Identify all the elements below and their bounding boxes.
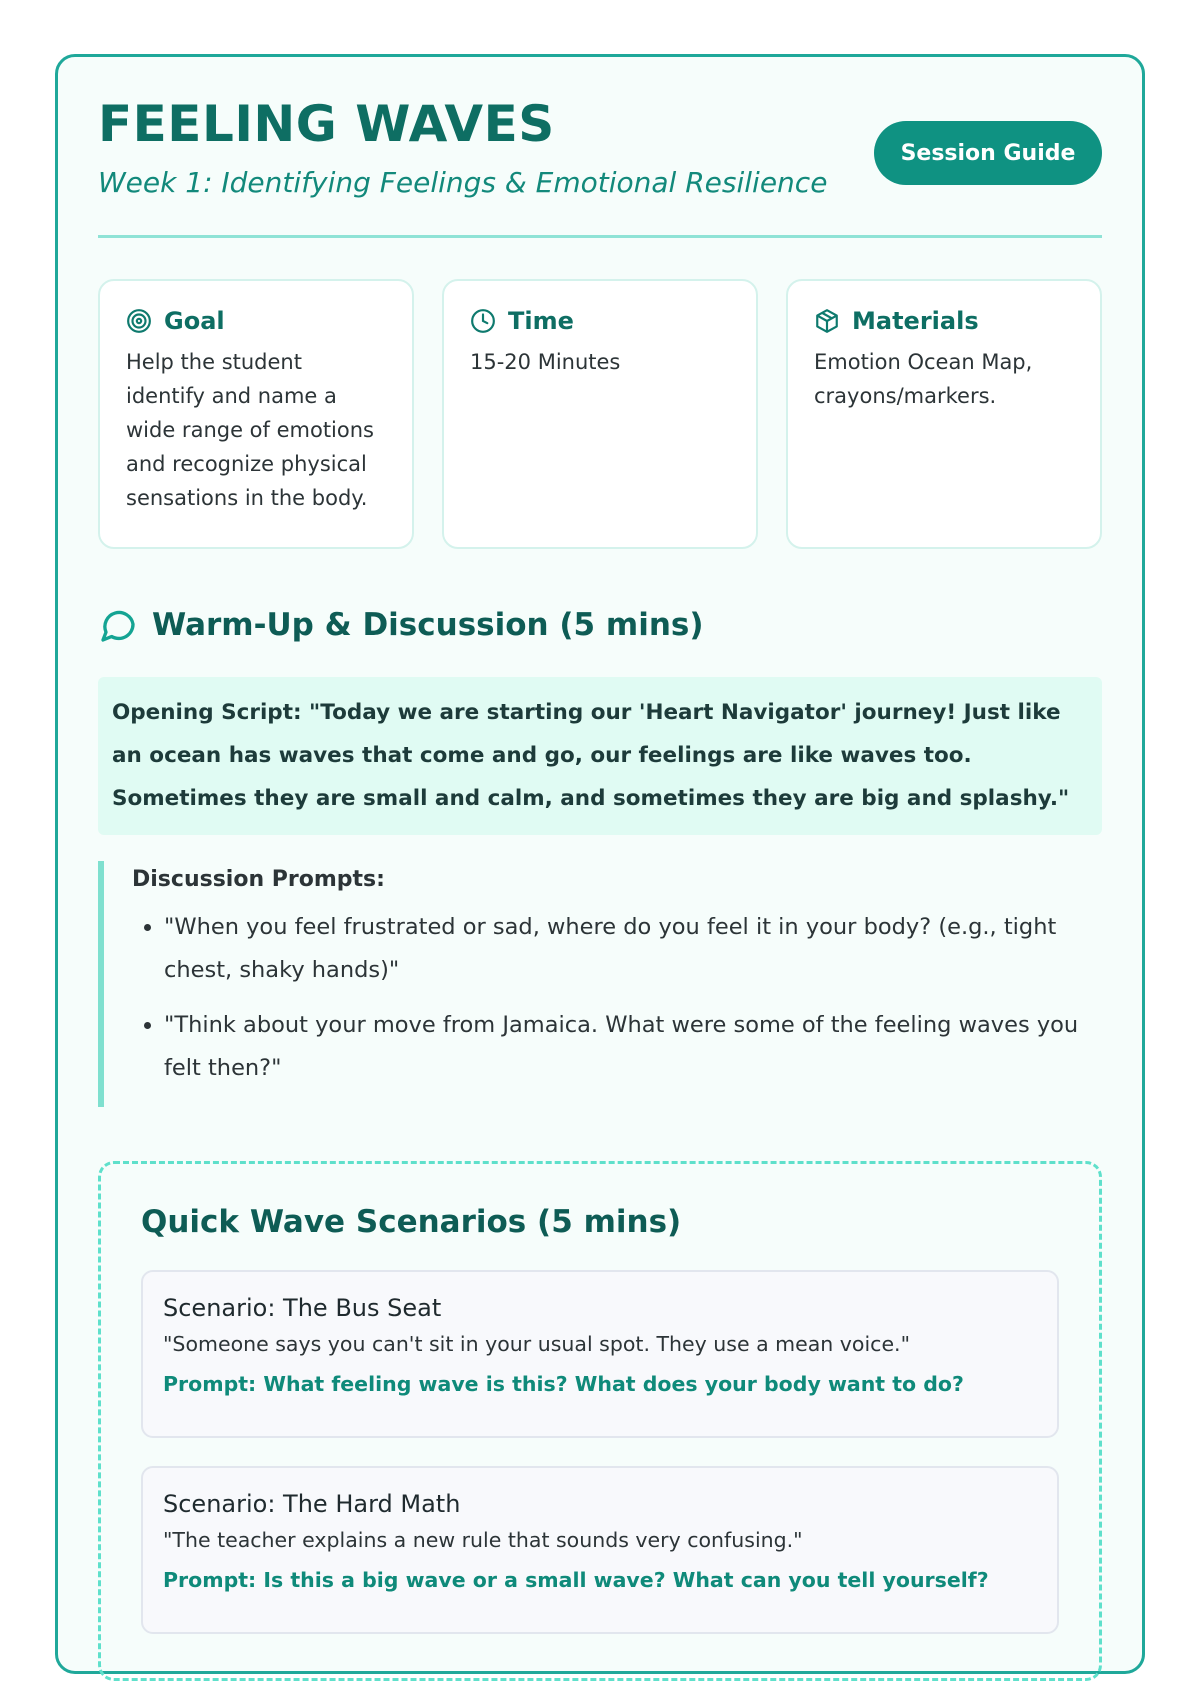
scenario-quote: "Someone says you can't sit in your usual spot. They use a mean voice." [163,1332,910,1356]
header [98,57,1102,238]
time-card-header [470,307,730,335]
info-cards [98,279,1102,549]
goal-card-header [126,307,386,335]
list-item: • "When you feel frustrated or sad, where do you feel it in your body? (e.g., tight chest, shaky hands)" [164,906,1102,992]
materials-card-title: Materials [852,307,979,335]
warmup-title: Warm-Up & Discussion (5 mins) [152,607,704,643]
scenario-prompt: Prompt: What feeling wave is this? What does your body want to do? [163,1372,964,1396]
materials-card-text: Emotion Ocean Map, crayons/markers. [814,350,1033,408]
scenarios-section [98,1161,1102,1681]
time-card-title: Time [508,307,574,335]
clock-icon [470,308,496,334]
page-subtitle: Week 1: Identifying Feelings & Emotional Resilience [98,166,828,199]
box-icon [814,308,840,334]
list-item: • "Think about your move from Jamaica. What were some of the feeling waves you felt then?" [164,1004,1102,1090]
time-card [442,279,758,549]
time-card-text: 15-20 Minutes [470,350,621,374]
scenario-name: Scenario: The Bus Seat [163,1294,442,1322]
discussion-prompts [98,861,1102,1107]
session-guide-page [55,54,1145,1674]
goal-card-text: Help the student identify and name a wide range of emotions and recognize physical sensations in the body. [126,350,374,510]
warmup-section-header [98,605,704,645]
goal-card [98,279,414,549]
discussion-prompts-title: Discussion Prompts: [132,867,385,892]
scenario-name: Scenario: The Hard Math [163,1490,461,1518]
materials-card-header [814,307,1074,335]
scenarios-title: Quick Wave Scenarios (5 mins) [141,1204,682,1240]
target-icon [126,308,152,334]
goal-card-title: Goal [164,307,225,335]
scenario-card [141,1270,1059,1438]
scenario-prompt: Prompt: Is this a big wave or a small wave? What can you tell yourself? [163,1568,989,1592]
session-guide-button[interactable]: Session Guide [874,121,1102,185]
scenario-quote: "The teacher explains a new rule that sounds very confusing." [163,1528,803,1552]
opening-script: Opening Script: "Today we are starting our 'Heart Navigator' journey! Just like an ocean has waves that come and go, our feelings are like waves too. Sometimes they are small and calm, and sometimes they are big and splashy." [98,677,1102,835]
scenario-card [141,1466,1059,1634]
discussion-prompts-list [132,906,1102,1090]
header-divider [98,235,1102,238]
materials-card [786,279,1102,549]
speech-bubble-icon [98,605,138,645]
page-content [98,57,1102,1592]
page-title: FEELING WAVES [98,95,555,153]
